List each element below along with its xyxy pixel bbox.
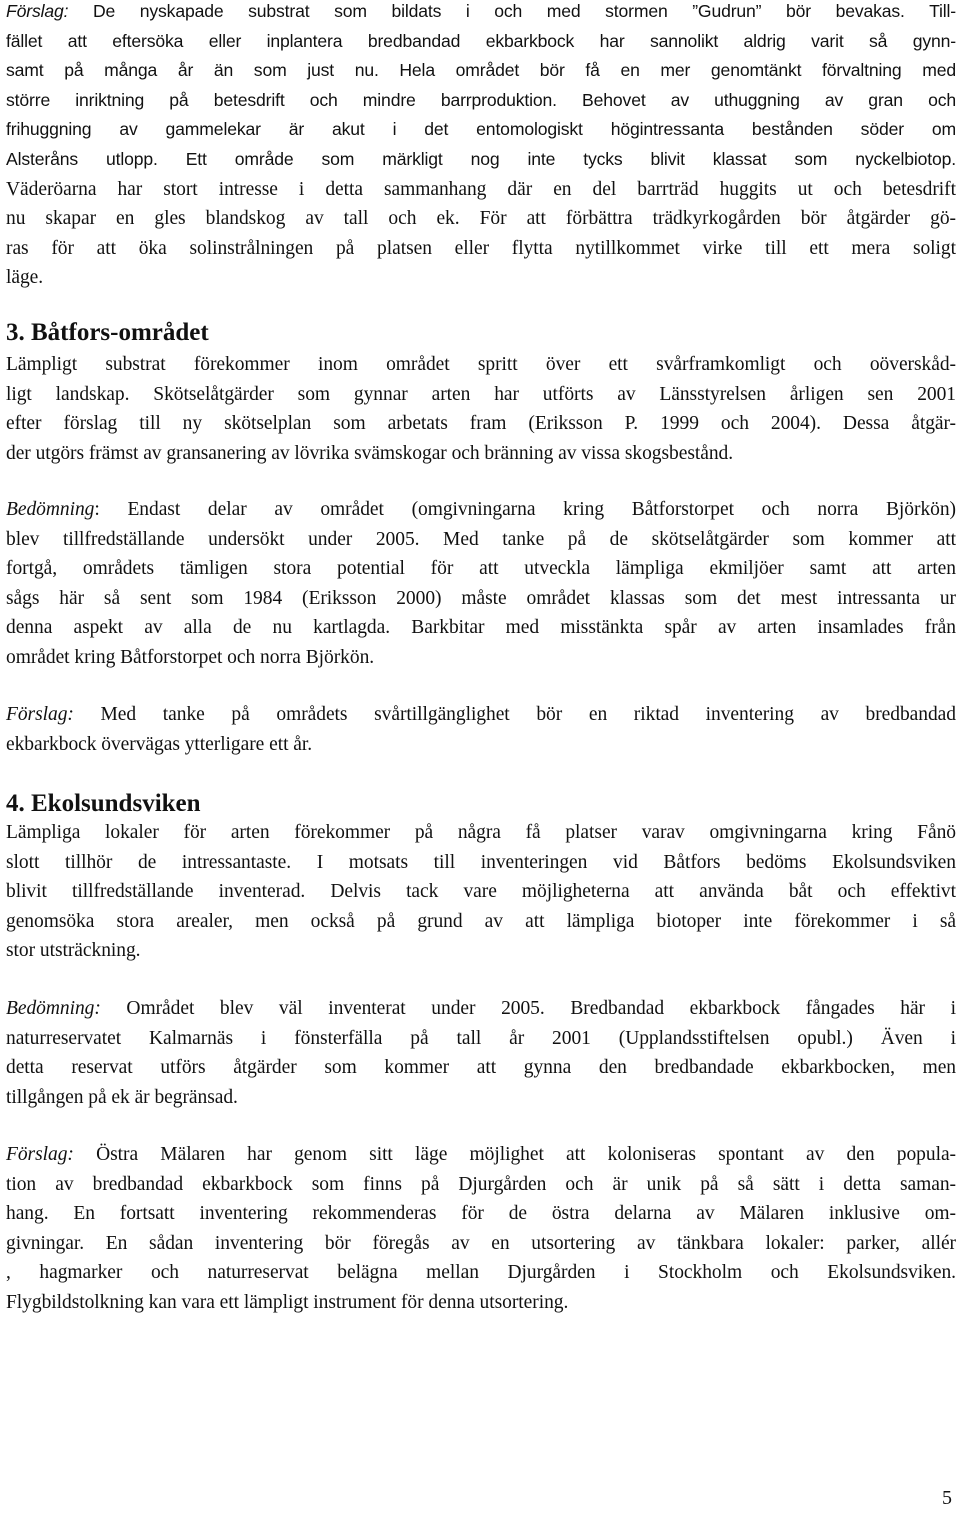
line-text: efter förslag till ny skötselplan som arbetats fram (Eriksson P. 1999 och 2004). Dessa åtgär- [6, 413, 956, 435]
line-text: blev tillfredställande undersökt under 2005. Med tanke på de skötselåtgärder som kommer att [6, 528, 956, 550]
line-text: slott tillhör de intressantaste. I motsats till inventeringen vid Båtfors bedöms Ekolsundsviken [6, 851, 956, 873]
section-4-assessment-paragraph [6, 994, 956, 1112]
text-line [6, 1288, 956, 1318]
text-line [6, 495, 956, 525]
text-line [6, 1199, 956, 1229]
line-text: ekbarkbock övervägas ytterligare ett år. [6, 733, 313, 755]
line-text: genomsöka stora arealer, men också på grund av att lämpliga biotoper inte förekommer i så [6, 910, 956, 932]
line-text: naturreservatet Kalmarnäs i fönsterfälla på tall år 2001 (Upplandsstiftelsen opubl.) Även i [6, 1027, 956, 1049]
text-line [6, 115, 956, 145]
text-line [6, 439, 956, 469]
text-line [6, 907, 956, 937]
line-text: der utgörs främst av gransanering av lövrika svämskogar och bränning av vissa skogsbestånd. [6, 442, 734, 464]
page-number: 5 [942, 1487, 952, 1509]
section-4-proposal-paragraph [6, 1140, 956, 1318]
line-text: frihuggning av gammelekar är akut i det entomologiskt högintressanta bestånden söder om [6, 119, 956, 140]
line-text: blivit tillfredställande inventerad. Delvis tack vare möjligheterna att använda båt och effektivt [6, 881, 956, 903]
line-text: Alsteråns utlopp. Ett område som märkligt nog inte tycks blivit klassat som nyckelbiotop. [6, 148, 956, 169]
line-text: givningar. En sådan inventering bör föregås av en utsortering av tänkbara lokaler: parker, allér [6, 1232, 956, 1254]
text-line [6, 643, 956, 673]
text-line [6, 1229, 956, 1259]
line-text: läge. [6, 267, 44, 289]
text-line [6, 56, 956, 86]
text-line [6, 27, 956, 57]
text-line [6, 1083, 956, 1113]
line-text: : Endast delar av området (omgivningarna kring Båtforstorpet och norra Björkön) [94, 499, 956, 520]
text-line [6, 994, 956, 1024]
section-4-heading: 4. Ekolsundsviken [6, 790, 201, 817]
text-line [6, 350, 956, 380]
text-line [6, 848, 956, 878]
line-text: fortgå, områdets tämligen stora potential för att utveckla lämpliga ekmiljöer samt att arten [6, 558, 956, 580]
text-line [6, 145, 956, 175]
text-line [6, 1140, 956, 1170]
text-line [6, 554, 956, 584]
line-text: samt på många år än som just nu. Hela området bör få en mer genomtänkt förvaltning med [6, 60, 956, 81]
text-line [6, 877, 956, 907]
line-text: ras för att öka solinstrålningen på platsen eller flytta nytillkommet virke till ett mera soligt [6, 237, 956, 259]
section-3-proposal-paragraph [6, 700, 956, 759]
text-line [6, 818, 956, 848]
text-line [6, 700, 956, 730]
line-text: Området blev väl inventerat under 2005. Bredbandad ekbarkbock fångades här i [100, 998, 956, 1019]
text-line [6, 263, 956, 293]
line-text: hang. En fortsatt inventering rekommenderas för de östra delarna av Mälaren inklusive om- [6, 1203, 956, 1225]
text-line [6, 1024, 956, 1054]
line-text: tillgången på ek är begränsad. [6, 1086, 238, 1108]
text-line [6, 730, 956, 760]
text-line [6, 613, 956, 643]
text-line [6, 1170, 956, 1200]
text-line [6, 175, 956, 205]
line-text: Med tanke på områdets svårtillgänglighet bör en riktad inventering av bredbandad [73, 704, 956, 725]
paragraph-label: Förslag: [6, 1144, 74, 1165]
line-text: denna aspekt av alla de nu kartlagda. Barkbitar med misstänkta spår av arten insamlades från [6, 617, 956, 639]
line-text: Flygbildstolkning kan vara ett lämpligt instrument för denna utsortering. [6, 1291, 569, 1313]
line-text: De nyskapade substrat som bildats i och med stormen ”Gudrun” bör bevakas. Till- [68, 1, 956, 21]
text-line [6, 525, 956, 555]
text-line [6, 380, 956, 410]
text-line [6, 1258, 956, 1288]
text-line [6, 936, 956, 966]
line-text: Östra Mälaren har genom sitt läge möjlighet att koloniseras spontant av den popula- [73, 1144, 956, 1165]
section-4-paragraph [6, 818, 956, 966]
text-line [6, 409, 956, 439]
text-line [6, 234, 956, 264]
section-3-heading: 3. Båtfors-området [6, 319, 209, 346]
text-line [6, 204, 956, 234]
line-text: Lämpliga lokaler för arten förekommer på några få platser varav omgivningarna kring Fånö [6, 822, 956, 843]
paragraph-label: Förslag: [6, 704, 74, 725]
line-text: området kring Båtforstorpet och norra Björkön. [6, 646, 375, 668]
line-text: tion av bredbandad ekbarkbock som finns på Djurgården och är unik på så sätt i detta saman- [6, 1173, 956, 1195]
paragraph-label: Bedömning [6, 499, 95, 520]
line-text: sågs här så sent som 1984 (Eriksson 2000) måste området klassas som det mest intressanta ur [6, 587, 956, 609]
text-line [6, 1053, 956, 1083]
paragraph-label: Bedömning: [6, 998, 101, 1019]
paragraph-label: Förslag: [6, 1, 69, 21]
text-line [6, 0, 956, 27]
line-text: nu skapar en gles blandskog av tall och ek. För att förbättra trädkyrkogården bör åtgärder gö- [6, 208, 956, 230]
section-3-paragraph [6, 350, 956, 468]
line-text: större inriktning på betesdrift och mindre barrproduktion. Behovet av uthuggning av gran och [6, 89, 956, 110]
text-line [6, 86, 956, 116]
line-text: stor utsträckning. [6, 940, 141, 962]
line-text: Lämpligt substrat förekommer inom området spritt över ett svårframkomligt och oöverskåd- [6, 354, 956, 375]
text-line [6, 584, 956, 614]
line-text: Väderöarna har stort intresse i detta sammanhang där en del barrträd huggits ut och betesdrift [6, 178, 956, 200]
line-text: ligt landskap. Skötselåtgärder som gynnar arten har utförts av Länsstyrelsen årligen sen 2001 [6, 383, 956, 405]
intro-paragraph [6, 0, 956, 293]
line-text: , hagmarker och naturreservat belägna mellan Djurgården i Stockholm och Ekolsundsviken. [6, 1262, 956, 1284]
line-text: fället att eftersöka eller inplantera bredbandad ekbarkbock har sannolikt aldrig varit så gynn- [6, 30, 956, 51]
line-text: detta reservat utförs åtgärder som kommer att gynna den bredbandade ekbarkbocken, men [6, 1057, 956, 1079]
section-3-assessment-paragraph [6, 495, 956, 673]
